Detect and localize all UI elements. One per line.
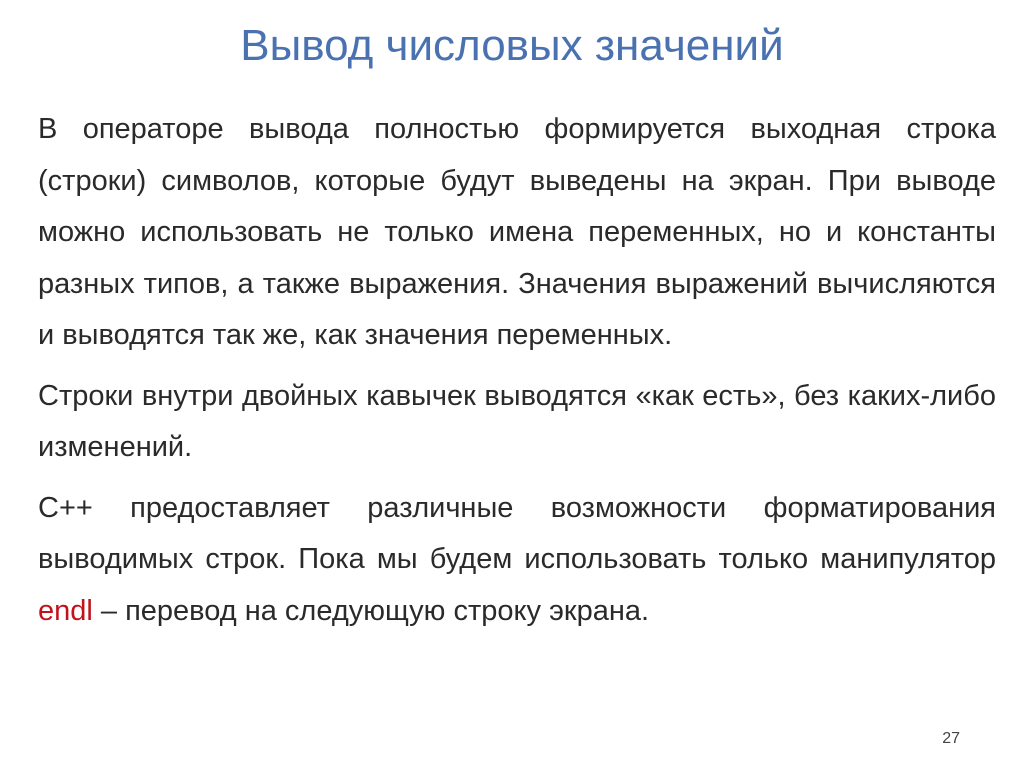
- paragraph-formatting: [38, 483, 996, 638]
- paragraph-formatting-text-end: – перевод на следующую строку экрана.: [92, 594, 650, 627]
- paragraph-quoted-strings: Строки внутри двойных кавычек выводятся «как есть», без каких-либо изменений.: [38, 379, 996, 463]
- endl-keyword: endl: [38, 594, 93, 627]
- paragraph-output-operator: В операторе вывода полностью формируется выходная строка (строки) символов, которые будут выведены на экран. При выводе можно использовать не только имена переменных, но и константы разных типов, а также выражения. Значения выражений вычисляются и выводятся так же, как значения переменных.: [38, 113, 996, 351]
- slide-title: Вывод числовых значений: [240, 21, 784, 70]
- page-number: 27: [942, 730, 960, 747]
- paragraph-formatting-text-start: С++ предоставляет различные возможности форматирования выводимых строк. Пока мы будем использовать только манипулятор: [38, 491, 996, 575]
- slide-body: [38, 104, 996, 637]
